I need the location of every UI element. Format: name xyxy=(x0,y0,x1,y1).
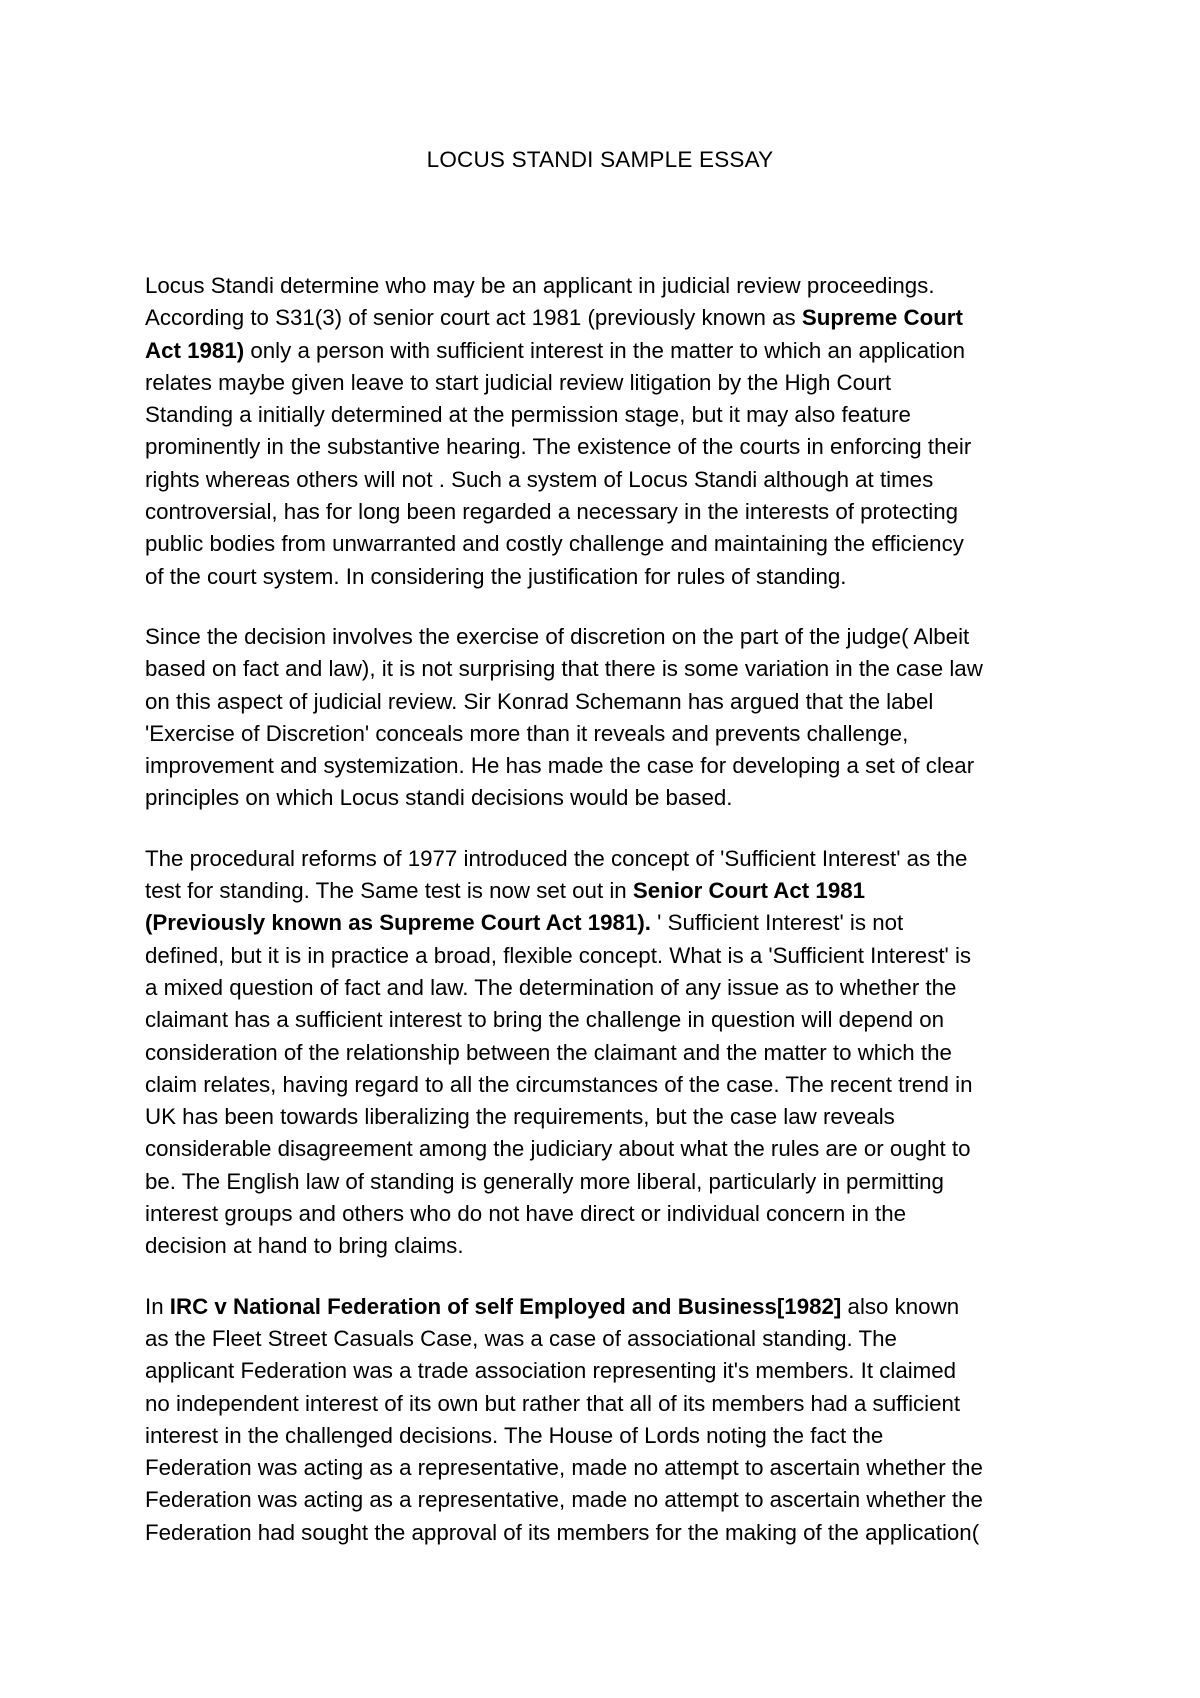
text-run: applicant Federation was a trade association representing it's members. It claimed xyxy=(145,1358,957,1384)
text-run: interest groups and others who do not have direct or individual concern in the xyxy=(145,1201,907,1227)
text-line xyxy=(145,464,1065,496)
bold-text-run: Senior Court Act 1981 xyxy=(632,878,866,904)
text-line xyxy=(145,1323,1065,1355)
text-line xyxy=(145,907,1065,939)
bold-text-run: Act 1981) xyxy=(145,337,245,363)
text-run: ' Sufficient Interest' is not xyxy=(650,910,904,936)
text-run: According to S31(3) of senior court act 1981 (previously known as xyxy=(145,305,802,331)
text-line xyxy=(145,1420,1065,1452)
text-run: principles on which Locus standi decisions would be based. xyxy=(145,785,733,811)
text-line xyxy=(145,875,1065,907)
essay-paragraph xyxy=(145,1291,1065,1549)
text-line xyxy=(145,1166,1065,1198)
text-run: claim relates, having regard to all the circumstances of the case. The recent trend in xyxy=(145,1071,973,1097)
text-line xyxy=(145,972,1065,1004)
text-run: Federation was acting as a representative, made no attempt to ascertain whether the xyxy=(145,1455,983,1481)
text-run: consideration of the relationship between the claimant and the matter to which the xyxy=(145,1039,952,1065)
text-line xyxy=(145,782,1065,814)
text-run: a mixed question of fact and law. The determination of any issue as to whether the xyxy=(145,974,957,1000)
text-line xyxy=(145,686,1065,718)
text-run: rights whereas others will not . Such a system of Locus Standi although at times xyxy=(145,466,934,492)
text-run: Federation had sought the approval of its members for the making of the application( xyxy=(145,1519,980,1545)
text-line xyxy=(145,750,1065,782)
text-line xyxy=(145,496,1065,528)
essay-body xyxy=(145,270,1065,1577)
text-run: defined, but it is in practice a broad, flexible concept. What is a 'Sufficient Interest' is xyxy=(145,942,972,968)
text-run: as the Fleet Street Casuals Case, was a case of associational standing. The xyxy=(145,1325,897,1351)
text-run: be. The English law of standing is generally more liberal, particularly in permitting xyxy=(145,1168,944,1194)
text-run: on this aspect of judicial review. Sir Konrad Schemann has argued that the label xyxy=(145,688,934,714)
text-line xyxy=(145,528,1065,560)
text-run: controversial, has for long been regarded a necessary in the interests of protecting xyxy=(145,499,959,525)
text-run: Standing a initially determined at the permission stage, but it may also feature xyxy=(145,402,911,428)
text-run: considerable disagreement among the judiciary about what the rules are or ought to xyxy=(145,1136,971,1162)
text-line xyxy=(145,653,1065,685)
text-run: In xyxy=(145,1293,170,1319)
text-run: Since the decision involves the exercise of discretion on the part of the judge( Albeit xyxy=(145,623,970,649)
text-line xyxy=(145,1291,1065,1323)
text-run: based on fact and law), it is not surprising that there is some variation in the case law xyxy=(145,656,983,682)
text-line xyxy=(145,718,1065,750)
text-line xyxy=(145,1230,1065,1262)
text-run: also known xyxy=(841,1293,960,1319)
text-run: prominently in the substantive hearing. The existence of the courts in enforcing their xyxy=(145,434,972,460)
text-line xyxy=(145,1133,1065,1165)
text-run: 'Exercise of Discretion' conceals more than it reveals and prevents challenge, xyxy=(145,720,909,746)
text-line xyxy=(145,940,1065,972)
text-line xyxy=(145,621,1065,653)
text-line xyxy=(145,431,1065,463)
text-run: UK has been towards liberalizing the requirements, but the case law reveals xyxy=(145,1104,895,1130)
text-run: decision at hand to bring claims. xyxy=(145,1233,464,1259)
text-run: of the court system. In considering the justification for rules of standing. xyxy=(145,563,847,589)
text-line xyxy=(145,1198,1065,1230)
bold-text-run: IRC v National Federation of self Employed and Business[1982] xyxy=(169,1293,842,1319)
text-run: interest in the challenged decisions. The House of Lords noting the fact the xyxy=(145,1422,884,1448)
text-line xyxy=(145,1355,1065,1387)
text-line xyxy=(145,270,1065,302)
text-line xyxy=(145,1069,1065,1101)
bold-text-run: Supreme Court xyxy=(801,305,963,331)
text-line xyxy=(145,1484,1065,1516)
text-line xyxy=(145,1101,1065,1133)
text-run: public bodies from unwarranted and costly challenge and maintaining the efficiency xyxy=(145,531,964,557)
text-run: test for standing. The Same test is now set out in xyxy=(145,878,633,904)
text-line xyxy=(145,367,1065,399)
text-run: The procedural reforms of 1977 introduced the concept of 'Sufficient Interest' as the xyxy=(145,845,968,871)
text-line xyxy=(145,1004,1065,1036)
text-run: Locus Standi determine who may be an applicant in judicial review proceedings. xyxy=(145,273,935,298)
text-line xyxy=(145,1452,1065,1484)
essay-paragraph xyxy=(145,621,1065,815)
bold-text-run: (Previously known as Supreme Court Act 1981). xyxy=(145,910,651,936)
text-line xyxy=(145,1388,1065,1420)
text-line xyxy=(145,302,1065,334)
text-run: Federation was acting as a representative, made no attempt to ascertain whether the xyxy=(145,1487,983,1513)
document-title: LOCUS STANDI SAMPLE ESSAY xyxy=(426,147,774,172)
text-run: claimant has a sufficient interest to bring the challenge in question will depend on xyxy=(145,1007,945,1033)
text-line xyxy=(145,843,1065,875)
text-line xyxy=(145,1037,1065,1069)
text-line xyxy=(145,399,1065,431)
text-run: only a person with sufficient interest in the matter to which an application xyxy=(244,337,966,363)
text-line xyxy=(145,335,1065,367)
text-run: relates maybe given leave to start judicial review litigation by the High Court xyxy=(145,369,892,395)
text-line xyxy=(145,1517,1065,1549)
text-line xyxy=(145,561,1065,593)
text-run: no independent interest of its own but rather that all of its members had a sufficient xyxy=(145,1390,961,1416)
text-run: improvement and systemization. He has made the case for developing a set of clear xyxy=(145,753,975,779)
essay-paragraph xyxy=(145,843,1065,1263)
essay-paragraph xyxy=(145,270,1065,593)
